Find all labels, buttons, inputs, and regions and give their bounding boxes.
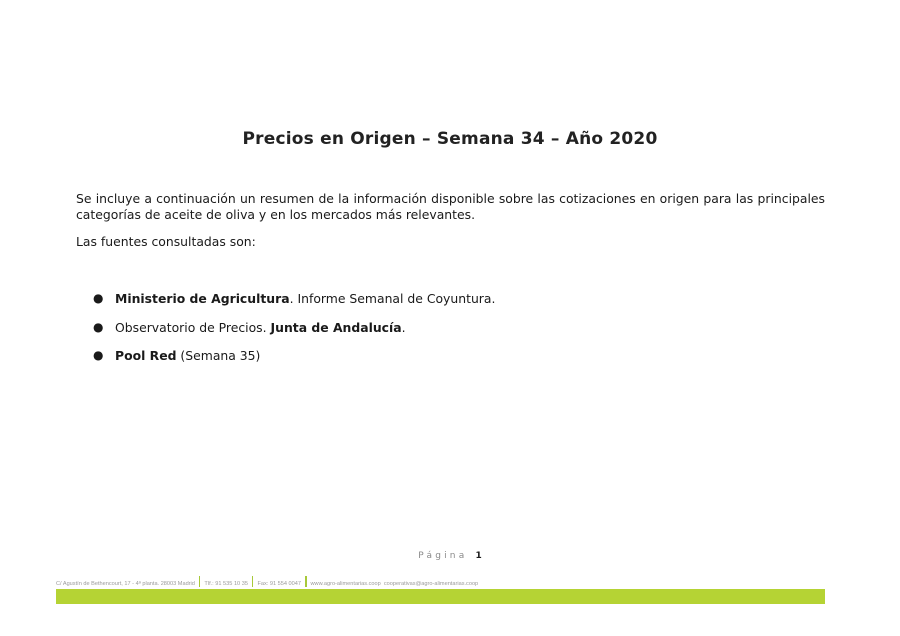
list-item [76,348,495,377]
footer-tel: Tlf.: 91 535 10 35 [204,581,248,587]
footer-fax: Fax: 91 554 0047 [257,581,301,587]
source-detail: . Informe Semanal de Coyuntura. [289,291,496,306]
list-item [76,320,495,349]
intro-paragraph: Se incluye a continuación un resumen de la información disponible sobre las cotizaciones en origen para las principales categorías de aceite de oliva y en los mercados más relevantes. [76,191,825,222]
bullet-icon: ● [93,319,104,334]
page-number [0,551,900,561]
page-title: Precios en Origen – Semana 34 – Año 2020 [242,129,658,149]
footer-contact [56,576,478,587]
footer-web: www.agro-alimentarias.coop [310,581,381,587]
source-name: Pool Red [115,348,177,363]
source-name: Junta de Andalucía [270,319,402,335]
source-name: Ministerio de Agricultura [115,291,290,306]
page-number-value: 1 [475,551,482,561]
page-label: Página [418,551,468,561]
footer-separator [305,576,307,587]
source-detail: Observatorio de Precios. [115,319,271,335]
footer-separator [252,576,254,587]
bullet-icon: ● [93,291,104,305]
footer-separator [199,576,201,587]
footer-address: C/ Agustín de Bethencourt, 17 - 4ª planta. 28003 Madrid [56,581,195,587]
footer-bar [56,589,825,604]
list-item [76,291,495,320]
sources-list [76,291,495,377]
sources-label: Las fuentes consultadas son: [76,234,256,249]
source-punct: . [401,319,406,335]
bullet-icon: ● [93,348,104,362]
footer-email: cooperativas@agro-alimentarias.coop [383,581,479,587]
source-detail: (Semana 35) [176,348,261,363]
